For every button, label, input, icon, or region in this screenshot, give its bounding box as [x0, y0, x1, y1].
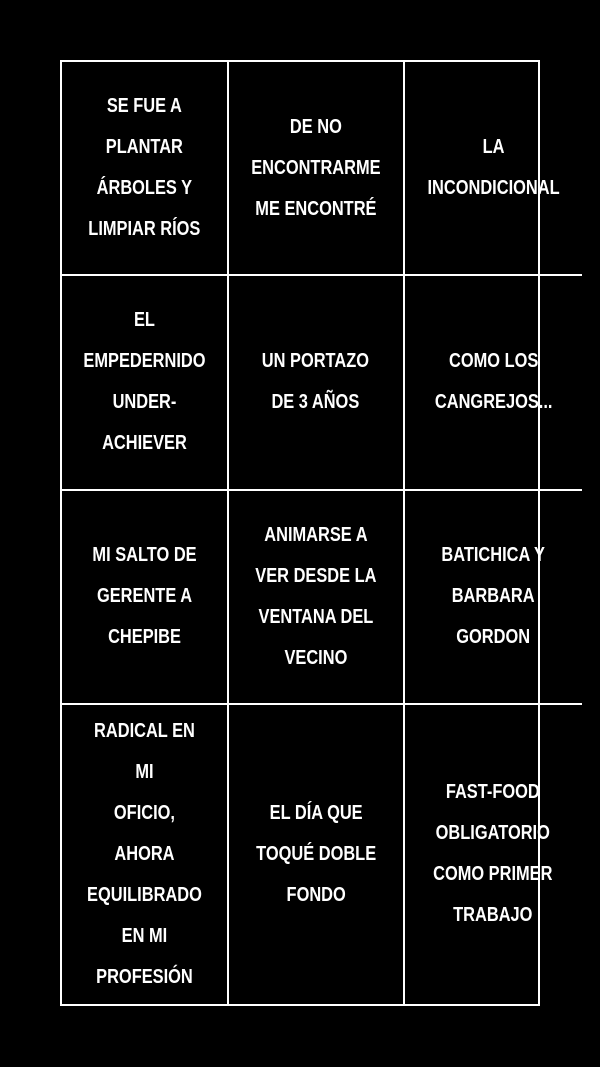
- grid-cell-2[interactable]: [229, 62, 405, 276]
- grid-cell-12[interactable]: [405, 705, 582, 1004]
- cell-text: COMO LOS CANGREJOS...: [434, 350, 553, 414]
- cell-text: FAST-FOOD OBLIGATORIO COMO PRIMER TRABAJO: [433, 781, 553, 927]
- cell-text: SE FUE A PLANTAR ÁRBOLES Y LIMPIAR RÍOS: [88, 95, 201, 241]
- grid-cell-7[interactable]: [62, 491, 229, 705]
- cell-text: BATICHICA Y BARBARA GORDON: [441, 544, 546, 649]
- grid-cell-11[interactable]: [229, 705, 405, 1004]
- grid-cell-5[interactable]: [229, 276, 405, 490]
- cell-text: EL DÍA QUE TOQUÉ DOBLE FONDO: [255, 801, 376, 906]
- cell-text: RADICAL EN MI OFICIO, AHORA EQUILIBRADO EN MI PROFESIÓN: [87, 719, 202, 988]
- bingo-grid: [60, 60, 560, 1006]
- grid-cell-3[interactable]: [405, 62, 582, 276]
- cell-text: MI SALTO DE GERENTE A CHEPIBE: [92, 544, 197, 649]
- cell-text: LA INCONDICIONAL: [427, 136, 560, 200]
- grid-cell-4[interactable]: [62, 276, 229, 490]
- cell-text: EL EMPEDERNIDO UNDER- ACHIEVER: [83, 309, 206, 455]
- grid-cell-10[interactable]: [62, 705, 229, 1004]
- grid-cell-1[interactable]: [62, 62, 229, 276]
- grid-cell-8[interactable]: [229, 491, 405, 705]
- cell-text: ANIMARSE A VER DESDE LA VENTANA DEL VECINO: [255, 523, 377, 669]
- cell-text: UN PORTAZO DE 3 AÑOS: [262, 350, 370, 414]
- grid-cell-9[interactable]: [405, 491, 582, 705]
- cell-text: DE NO ENCONTRARME ME ENCONTRÉ: [251, 115, 381, 220]
- grid-cell-6[interactable]: [405, 276, 582, 490]
